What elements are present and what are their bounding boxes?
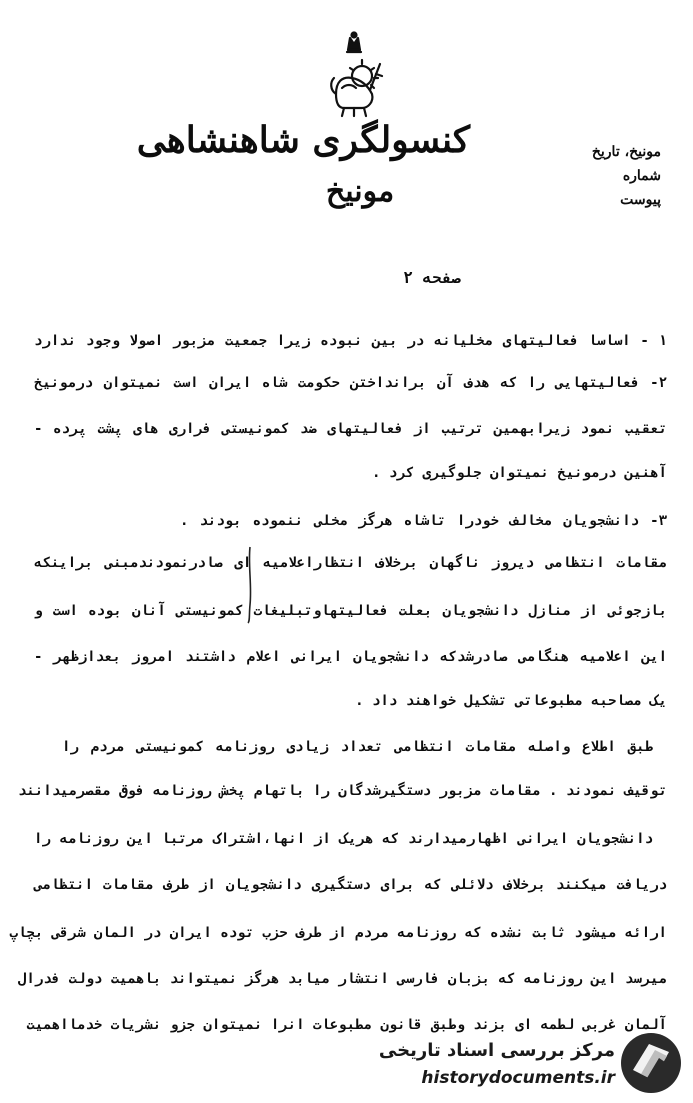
body-line: مقامات انتظامی دیروز ناگهان برخلاف انتظاراعلامیه ای صادرنمودندمبنی براینکه	[34, 555, 667, 571]
meta-number-label: شماره	[622, 168, 661, 184]
body-line: توقیف نمودند . مقامات مزبور دستگیرشدگان را باتهام پخش روزنامه فوق مقصرمیدانند	[17, 783, 667, 799]
handwritten-margin-mark	[230, 545, 270, 625]
archive-logo-icon	[619, 1030, 683, 1096]
body-line: تعقیب نمود زیرابهمین ترتیب از فعالیتهای ضد کمونیستی فراری های پشت پرده -	[34, 421, 667, 437]
body-line: دانشجویان ایرانی اظهارمیدارند که هریک از انها،اشتراک مرتبا این روزنامه را	[34, 831, 653, 847]
body-line: میرسد این روزنامه که بزبان فارسی انتشار میابد هرگز نمیتواند باهمیت دولت فدرال	[17, 971, 667, 987]
body-line: آلمان غربی لطمه ای بزند وطبق قانون مطبوعات انرا نمیتوان جزو نشریات خدمااهمیت	[26, 1017, 667, 1033]
body-line: طبق اطلاع واصله مقامات انتظامی تعداد زیادی روزنامه کمونیستی مردم را	[62, 739, 653, 755]
body-line: ارائه میشود ثابت نشده که روزنامه مردم از طرف حزب توده ایران در المان شرقی بچاپ	[9, 925, 667, 941]
page-number: صفحه ۲	[403, 268, 461, 287]
lion-and-sun-emblem-icon	[322, 30, 386, 120]
document-meta-block	[571, 140, 661, 212]
consulate-city: مونیخ	[325, 174, 395, 209]
body-line: ۲- فعالیتهایی را که هدف آن برانداختن حکومت شاه ایران است نمیتوان درمونیخ	[34, 375, 667, 391]
watermark-url: historydocuments.ir	[421, 1068, 615, 1088]
meta-attachment-label: پیوست	[620, 192, 661, 208]
body-line: ۳- دانشجویان مخالف خودرا تاشاه هرگز مخلی ننموده بودند .	[180, 513, 667, 529]
meta-date-label: مونیخ، تاریخ	[591, 144, 661, 160]
body-line: بازجوئی از منازل دانشجویان بعلت فعالیتهاوتبلیغات کمونیستی آنان بوده است و	[34, 603, 667, 619]
body-line: ۱ - اساسا فعالیتهای مخلیانه در بین نبوده زیرا جمعیت مزبور اصولا وجود ندارد	[34, 333, 667, 349]
consulate-title: کنسولگری شاهنشاهی	[136, 119, 470, 161]
body-line: این اعلامیه هنگامی صادرشدکه دانشجویان ایرانی اعلام داشتند امروز بعدازظهر -	[34, 649, 667, 665]
body-line: یک مصاحبه مطبوعاتی تشکیل خواهند داد .	[355, 693, 667, 709]
body-line: دریافت میکنند برخلاف دلائلی که برای دستگیری دانشجویان از طرف مقامات انتظامی	[34, 877, 667, 893]
watermark-org-name: مرکز بررسی اسناد تاریخی	[378, 1040, 615, 1061]
body-line: آهنین درمونیخ نمیتوان جلوگیری کرد .	[371, 465, 667, 481]
